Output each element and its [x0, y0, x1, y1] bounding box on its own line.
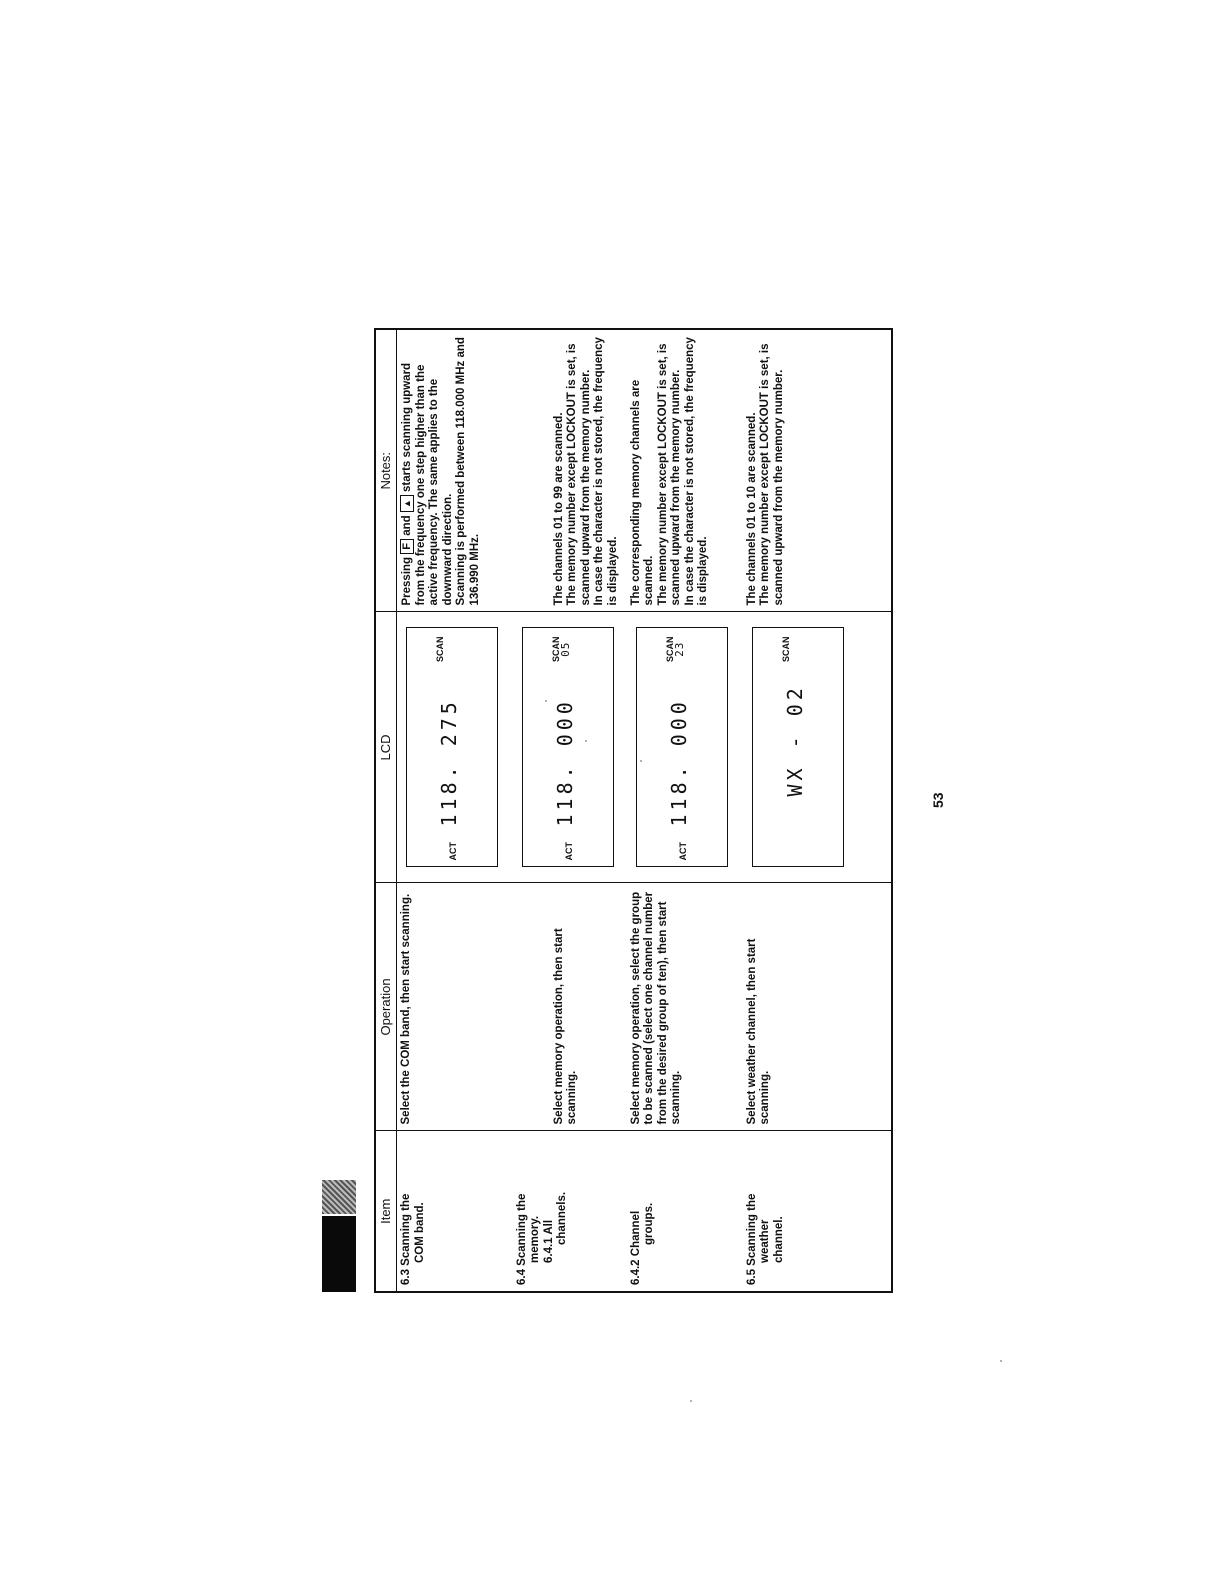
header-lcd: LCD [375, 612, 397, 883]
lcd-act-indicator: ACT [448, 842, 458, 861]
f-key-icon: F [400, 539, 414, 554]
lcd-frequency: 118. 275 [437, 698, 461, 827]
notes-cell [513, 329, 627, 612]
note-line: The memory number except LOCKOUT is set, is scanned upward from the memory number. [566, 343, 592, 606]
scan-speck [690, 1400, 692, 1402]
lcd-scan-indicator [435, 637, 445, 663]
item-line: 6.4 Scanning the [515, 1193, 528, 1285]
header-notes: Notes: [375, 329, 397, 612]
table-header-row [375, 329, 397, 1292]
lcd-scan-label: SCAN [435, 636, 445, 663]
note-line: The memory number except LOCKOUT is set, is scanned upward from the memory number. [656, 343, 682, 606]
item-cell [513, 1131, 627, 1292]
notes-cell [397, 329, 513, 612]
item-line: COM band. [413, 1202, 426, 1263]
item-line: channels. [556, 1191, 568, 1245]
note-text: and [401, 515, 413, 536]
scan-artifact-block [322, 1216, 356, 1292]
item-cell [743, 1131, 893, 1292]
note-line: The channels 01 to 99 are scanned. [552, 412, 565, 606]
lcd-display [636, 628, 728, 868]
operation-cell: Select memory operation, select the group to be scanned (select one channel number from the desired group of ten), then start scanning. [627, 883, 743, 1131]
note-line: The channels 01 to 10 are scanned. [745, 412, 758, 606]
header-operation: Operation [375, 883, 397, 1131]
scan-speck [1000, 1360, 1002, 1362]
item-line: weather [759, 1219, 771, 1263]
table-row [627, 329, 743, 1292]
up-arrow-key-icon: ▲ [400, 495, 414, 512]
lcd-frequency: 118. 000 [666, 698, 691, 827]
lcd-scan-indicator [665, 637, 685, 663]
operation-cell: Select the COM band, then start scanning. [397, 883, 513, 1131]
lcd-scan-indicator [551, 637, 571, 663]
lcd-display [752, 628, 844, 868]
lcd-frequency: WX - 02 [782, 684, 807, 797]
lcd-scan-label: SCAN [550, 636, 561, 663]
table-row [743, 329, 893, 1292]
notes-cell [743, 329, 893, 612]
notes-cell [627, 329, 743, 612]
header-item: Item [375, 1131, 397, 1292]
note-text: starts scanning upward from the frequency one step higher than the active frequency. The same applies to the downward direction. [401, 362, 454, 606]
table-row [513, 329, 627, 1292]
item-line: 6.4.1 All [542, 1219, 555, 1263]
scanning-table [374, 328, 893, 1293]
page-number: 53 [930, 792, 946, 808]
note-line: The corresponding memory channels are scanned. [629, 379, 655, 606]
lcd-display [406, 628, 498, 868]
note-text: Pressing [401, 556, 413, 606]
lcd-display [522, 628, 614, 868]
note-line: In case the character is not stored, the frequency is displayed. [683, 337, 709, 606]
note-line: Scanning is performed between 118.000 MHz and 136.990 MHz. [455, 337, 481, 606]
lcd-cell [627, 612, 743, 883]
item-line: 6.3 Scanning the [400, 1193, 412, 1285]
operation-cell: Select memory operation, then start scanning. [513, 883, 627, 1131]
table-row [397, 329, 513, 1292]
item-line: 6.5 Scanning the [745, 1193, 758, 1285]
note-line [400, 336, 455, 606]
item-cell [397, 1131, 513, 1292]
note-line: In case the character is not stored, the frequency is displayed. [593, 337, 619, 606]
lcd-scan-label: SCAN [780, 636, 791, 663]
item-line: groups. [643, 1202, 655, 1245]
lcd-scan-label: SCAN [664, 636, 675, 663]
lcd-cell [397, 612, 513, 883]
rotated-page-content [374, 330, 893, 1293]
lcd-frequency: 118. 000 [552, 698, 577, 827]
lcd-scan-indicator [781, 637, 791, 663]
operation-cell: Select weather channel, then start scanning. [743, 883, 893, 1131]
scan-artifact-smudge [322, 1180, 356, 1214]
lcd-channel-number: 23 [672, 641, 686, 657]
item-line: memory. [529, 1215, 541, 1263]
lcd-act-indicator: ACT [677, 842, 688, 861]
lcd-cell [513, 612, 627, 883]
item-line: 6.4.2 Channel [629, 1210, 642, 1285]
note-line: The memory number except LOCKOUT is set, is scanned upward from the memory number. [759, 343, 785, 606]
lcd-act-indicator: ACT [563, 842, 574, 861]
lcd-cell [743, 612, 893, 883]
lcd-channel-number: 05 [558, 641, 572, 657]
item-line: channel. [772, 1216, 785, 1263]
item-cell [627, 1131, 743, 1292]
